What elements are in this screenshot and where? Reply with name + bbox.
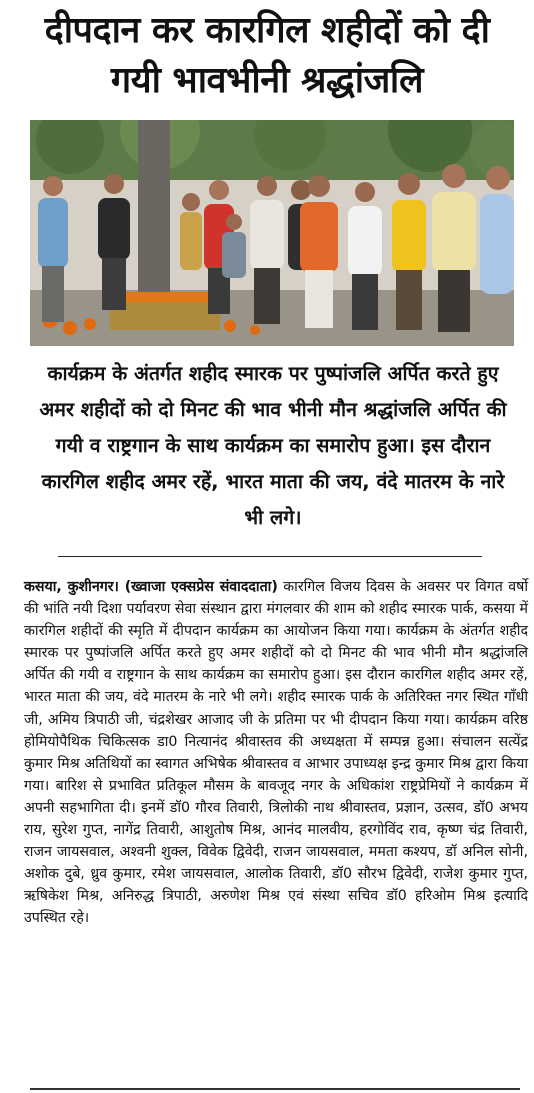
divider-bottom <box>30 1088 520 1090</box>
group-photo-icon <box>30 120 514 346</box>
news-photo <box>30 120 514 346</box>
photo-caption: कार्यक्रम के अंतर्गत शहीद स्मारक पर पुष्पांजलि अर्पित करते हुए अमर शहीदों को दो मिनट की भाव भीनी मौन श्रद्धांजलि अर्पित की गयी व राष्ट्रगान के साथ कार्यक्रम का समारोप हुआ। इस दौरान कारगिल शहीद अमर रहें, भारत माता की जय, वंदे मातरम के नारे भी लगे। <box>39 362 507 529</box>
dateline: कसया, कुशीनगर। (ख्वाजा एक्सप्रेस संवाददाता) <box>24 579 278 595</box>
divider-top <box>58 556 482 557</box>
headline: दीपदान कर कारगिल शहीदों को दी गयी भावभीनी श्रद्धांजलि <box>44 10 490 101</box>
body-paragraph: कारगिल विजय दिवस के अवसर पर विगत वर्षो की भांति नयी दिशा पर्यावरण सेवा संस्थान द्वारा मंगलवार की शाम को शहीद स्मारक पार्क, कसया में कारगिल शहीदों की स्मृति में दीपदान कार्यक्रम का आयोजन किया गया। कार्यक्रम के अंतर्गत शहीद स्मारक पर पुष्पांजलि अर्पित करते हुए अमर शहीदों को दो मिनट की भाव भीनी मौन श्रद्धांजलि अर्पित की गयी व राष्ट्रगान के साथ कार्यक्रम का समारोप हुआ। इस दौरान कारगिल शहीद अमर रहें, भारत माता की जय, वंदे मातरम के नारे भी लगे। शहीद स्मारक पार्क के अतिरिक्त नगर स्थित गाँधी जी, अमिय त्रिपाठी जी, चंद्रशेखर आजाद जी के प्रतिमा पर भी दीपदान किया गया। कार्यक्रम वरिष्ठ होमियोपैथिक चिकित्सक डा0 नित्यानंद श्रीवास्तव की अध्यक्षता में सम्पन्न हुआ। संचालन सत्येंद्र कुमार मिश्र अतिथियों का स्वागत अभिषेक श्रीवास्तव व आभार उपाध्यक्ष इन्द्र कुमार मिश्र द्वारा किया गया। बारिश से प्रभावित प्रतिकूल मौसम के बावजूद नगर के अधिकांश राष्ट्रप्रेमियों ने कार्यक्रम में अपनी सहभागिता दी। इनमें डॉ0 गौरव तिवारी, त्रिलोकी नाथ श्रीवास्तव, प्रज्ञान, उत्सव, डॉ0 अभय राय, सुरेश गुप्त, नागेंद्र तिवारी, आशुतोष मिश्र, आनंद मालवीय, हरगोविंद राव, कृष्ण चंद्र तिवारी, राजन जायसवाल, अश्वनी शुक्ल, विवेक द्विवेदी, राजन जायसवाल, ममता कश्यप, डॉ अनिल सोनी, अशोक दुबे, ध्रुव कुमार, रमेश जायसवाल, आलोक तिवारी, डॉ0 सौरभ द्विवेदी, राजेश कुमार गुप्त, ऋषिकेश मिश्र, अनिरुद्ध त्रिपाठी, अरुणेश मिश्र एवं संस्था सचिव डॉ0 हरिओम मिश्र इत्यादि उपस्थित रहे। <box>24 579 528 927</box>
article-body <box>24 576 528 930</box>
